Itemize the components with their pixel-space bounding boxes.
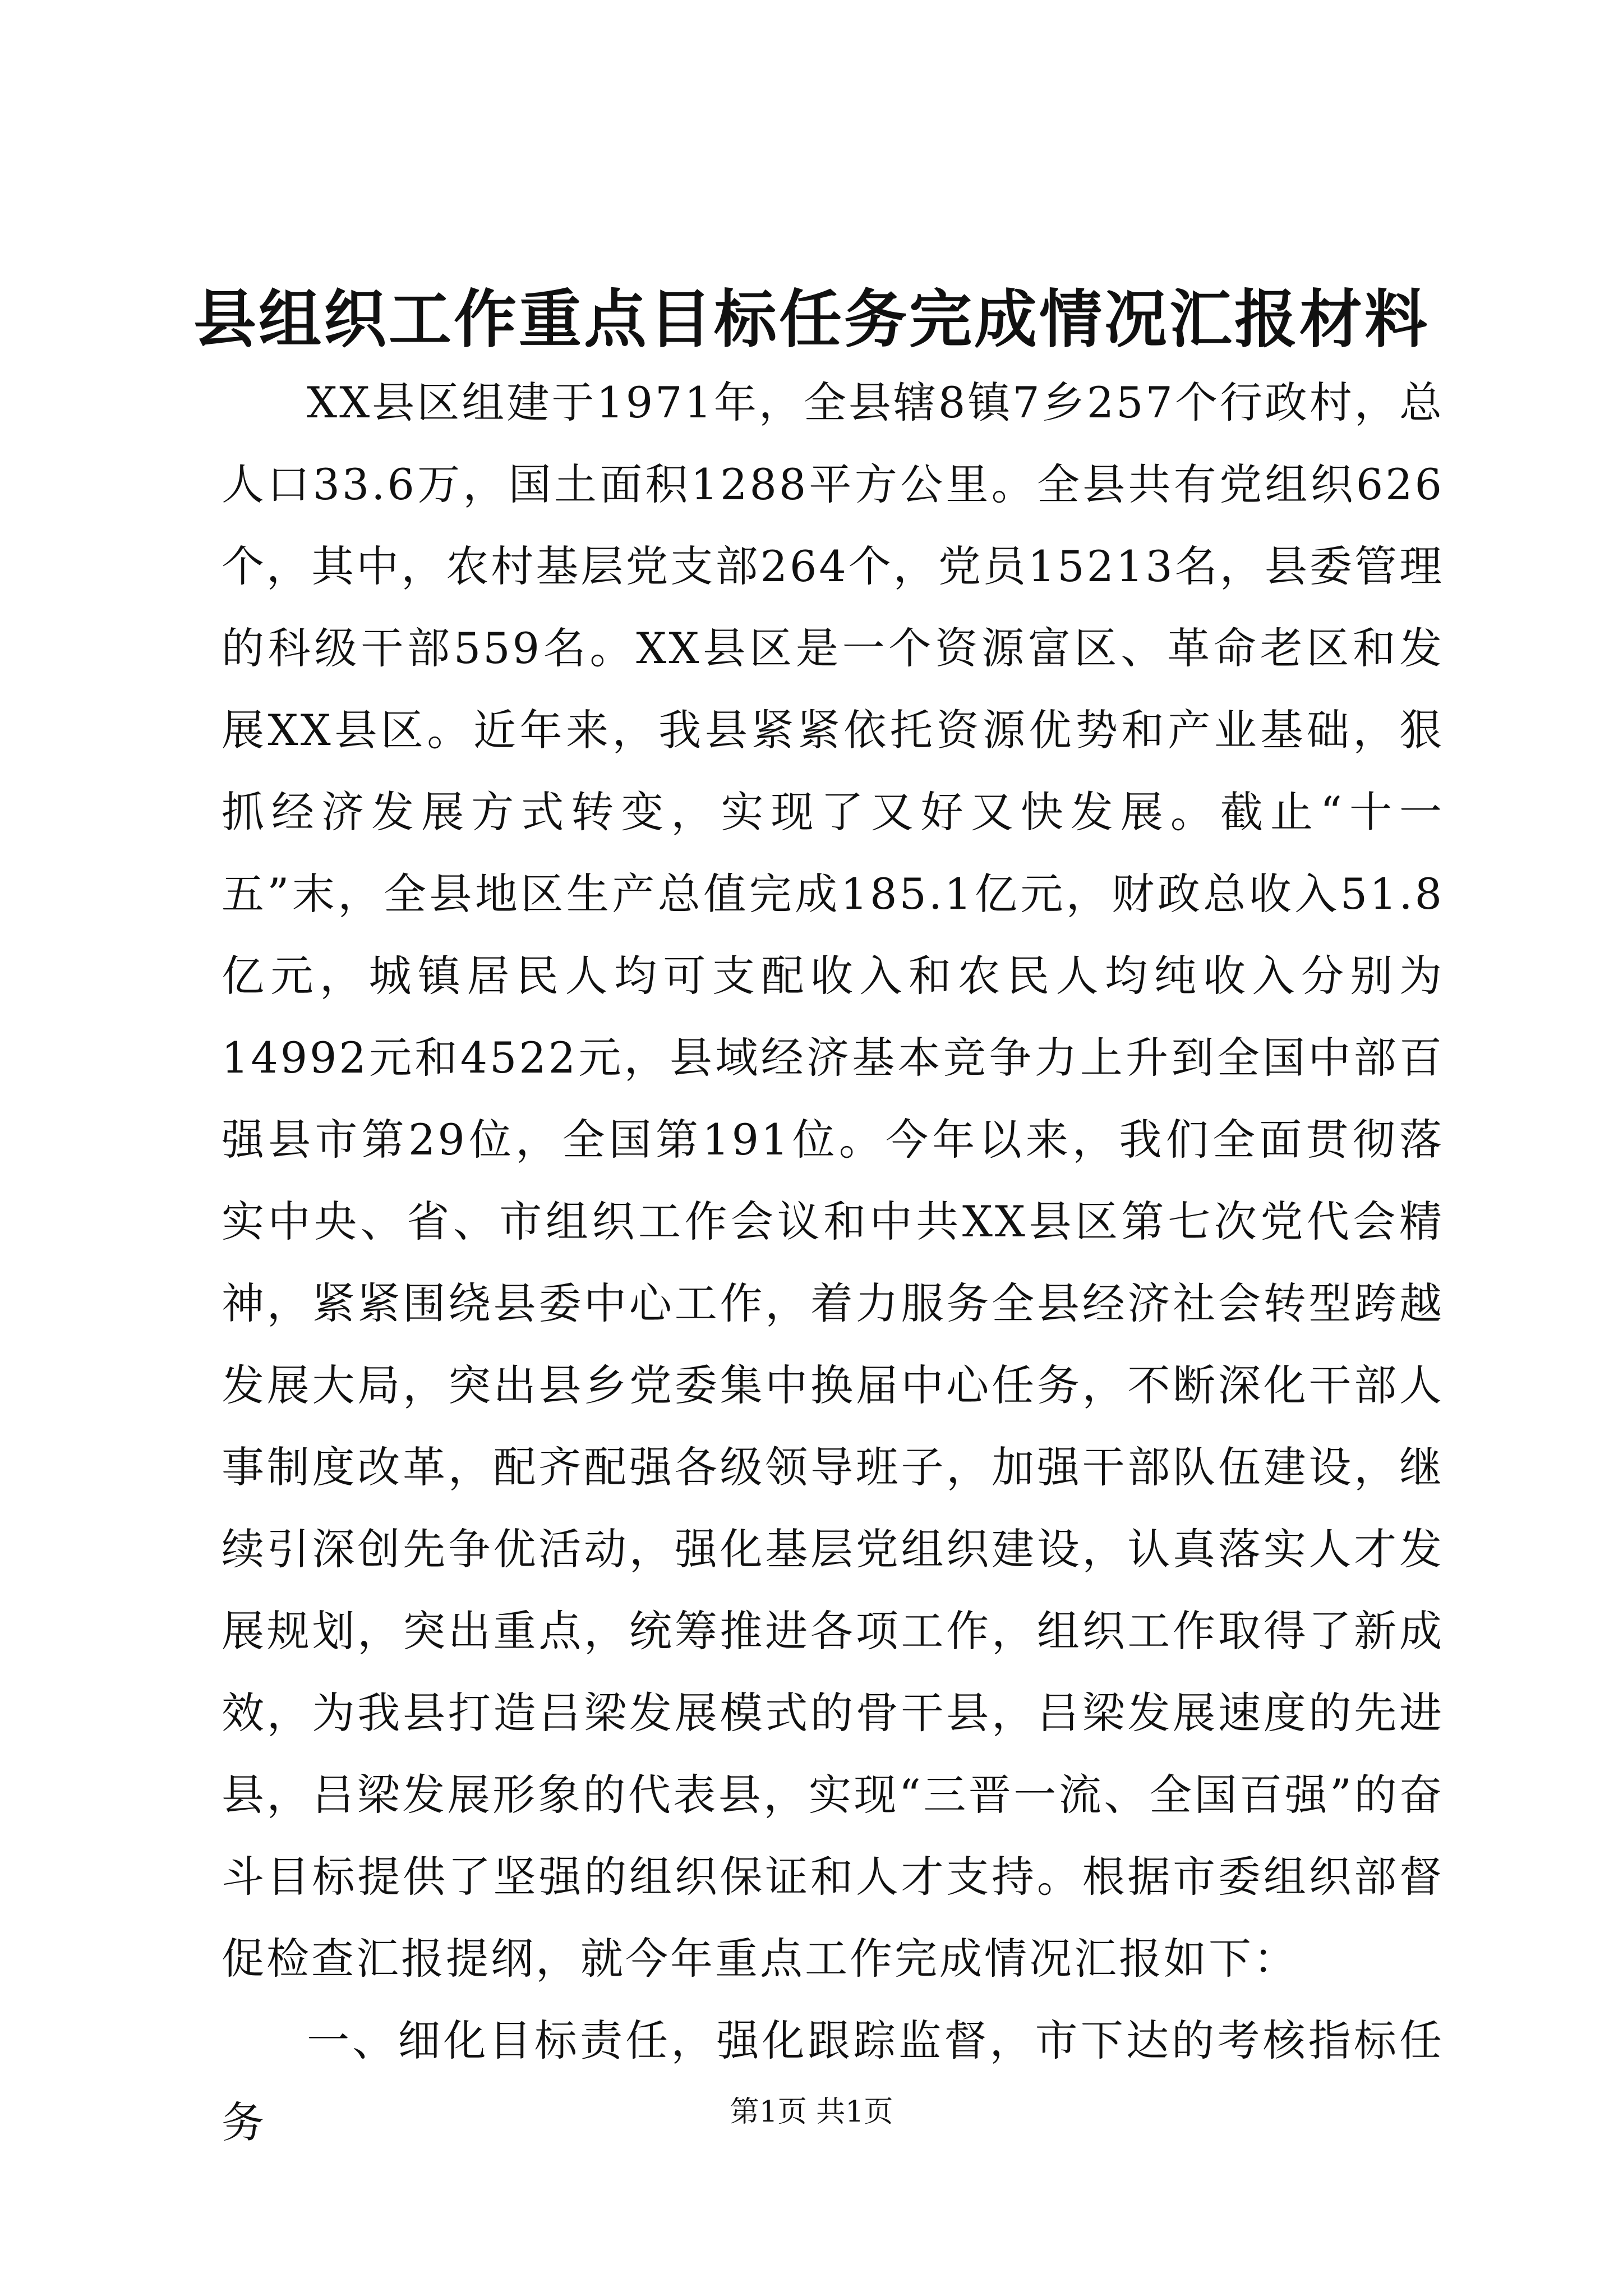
body-paragraph-1: XX县区组建于1971年，全县辖8镇7乡257个行政村，总人口33.6万，国土面积1288平方公里。全县共有党组织626个，其中，农村基层党支部264个，党员15213名，县委管理的科级干部559名。XX县区是一个资源富区、革命老区和发展XX县区。近年来，我县紧紧依托资源优势和产业基础，狠抓经济发展方式转变，实现了又好又快发展。截止“十一五”末，全县地区生产总值完成185.1亿元，财政总收入51.8亿元，城镇居民人均可支配收入和农民人均纯收入分别为14992元和4522元，县域经济基本竞争力上升到全国中部百强县市第29位，全国第191位。今年以来，我们全面贯彻落实中央、省、市组织工作会议和中共XX县区第七次党代会精神，紧紧围绕县委中心工作，着力服务全县经济社会转型跨越发展大局，突出县乡党委集中换届中心任务，不断深化干部人事制度改革，配齐配强各级领导班子，加强干部队伍建设，继续引深创先争优活动，强化基层党组织建设，认真落实人才发展规划，突出重点，统筹推进各项工作，组织工作取得了新成效，为我县打造吕梁发展模式的骨干县，吕梁发展速度的先进县，吕梁发展形象的代表县，实现“三晋一流、全国百强”的奋斗目标提供了坚强的组织保证和人才支持。根据市委组织部督促检查汇报提纲，就今年重点工作完成情况汇报如下： [222, 378, 1444, 1984]
document-title: 县组织工作重点目标任务完成情况汇报材料 [193, 283, 1430, 356]
page-footer: 第1页 共1页 [730, 2095, 893, 2129]
document-body [222, 362, 1444, 2164]
body-paragraph-2: 一、细化目标责任，强化跟踪监督，市下达的考核指标任务 [222, 2016, 1444, 2147]
